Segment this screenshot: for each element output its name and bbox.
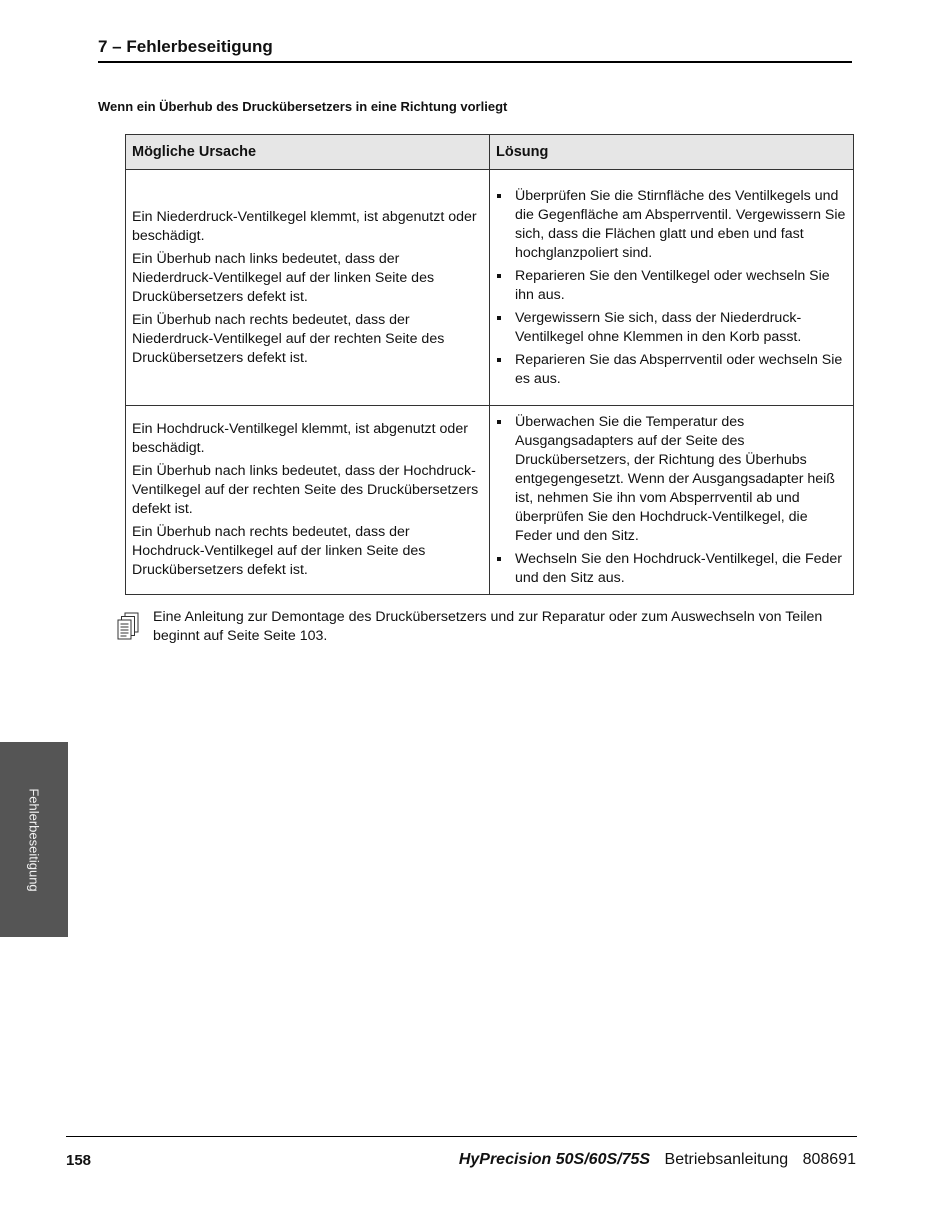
note-text: Eine Anleitung zur Demontage des Druckübersetzers und zur Reparatur oder zum Auswechseln von Teilen beginnt auf Seite Seite 103. [153, 609, 823, 644]
column-header-cause: Mögliche Ursache [126, 135, 490, 170]
table-row [126, 406, 854, 595]
cause-cell [126, 406, 490, 595]
solution-item: Reparieren Sie den Ventilkegel oder wechseln Sie ihn aus. [496, 267, 847, 305]
solution-item: Wechseln Sie den Hochdruck-Ventilkegel, die Feder und den Sitz aus. [496, 550, 847, 588]
column-header-solution: Lösung [490, 135, 854, 170]
cause-paragraph: Ein Überhub nach links bedeutet, dass der Hochdruck-Ventilkegel auf der rechten Seite des Druckübersetzers defekt ist. [132, 463, 479, 517]
solution-cell [490, 406, 854, 595]
solution-item: Vergewissern Sie sich, dass der Niederdruck-Ventilkegel ohne Klemmen in den Korb passt. [496, 309, 847, 347]
cause-paragraph: Ein Überhub nach rechts bedeutet, dass der Hochdruck-Ventilkegel auf der linken Seite des Druckübersetzers defekt ist. [132, 524, 426, 578]
cause-cell [126, 170, 490, 406]
solution-item: Reparieren Sie das Absperrventil oder wechseln Sie es aus. [496, 351, 847, 389]
cause-paragraph: Ein Hochdruck-Ventilkegel klemmt, ist abgenutzt oder beschädigt. [132, 421, 468, 456]
page-number: 158 [66, 1152, 92, 1169]
solution-item: Überprüfen Sie die Stirnfläche des Ventilkegels und die Gegenfläche am Absperrventil. Vergewissern Sie sich, dass die Flächen glatt und eben und fast hochglanzpoliert sind. [496, 187, 847, 263]
reference-note [116, 608, 856, 652]
cause-paragraph: Ein Niederdruck-Ventilkegel klemmt, ist abgenutzt oder beschädigt. [132, 208, 477, 244]
table-row [126, 170, 854, 406]
chapter-header: 7 – Fehlerbeseitigung [98, 36, 852, 63]
product-name: HyPrecision 50S/60S/75S [458, 1151, 651, 1168]
footer-divider [66, 1136, 857, 1137]
solution-cell [490, 170, 854, 406]
cause-paragraph: Ein Überhub nach rechts bedeutet, dass der Niederdruck-Ventilkegel auf der rechten Seite des Druckübersetzers defekt ist. [132, 311, 445, 366]
solution-item: Überwachen Sie die Temperatur des Ausgangsadapters auf der Seite des Druckübersetzers, der Richtung des Überhubs entgegengesetzt. Wenn der Ausgangsadapter heiß ist, nehmen Sie ihn vom Absperrventil ab und überprüfen Sie den Hochdruck-Ventilkegel, die Feder und den Sitz. [496, 413, 847, 546]
side-tab-label: Fehlerbeseitigung [26, 787, 42, 892]
section-heading: Wenn ein Überhub des Druckübersetzers in eine Richtung vorliegt [98, 99, 508, 114]
footer-document-info [459, 1150, 856, 1170]
document-type: Betriebsanleitung [664, 1151, 789, 1168]
table-header-row [126, 135, 854, 170]
cause-paragraph: Ein Überhub nach links bedeutet, dass der Niederdruck-Ventilkegel auf der linken Seite des Druckübersetzers defekt ist. [132, 250, 435, 305]
chapter-side-tab [0, 742, 68, 937]
document-number: 808691 [802, 1151, 856, 1168]
document-pages-icon [116, 612, 140, 642]
troubleshooting-table [125, 134, 854, 595]
